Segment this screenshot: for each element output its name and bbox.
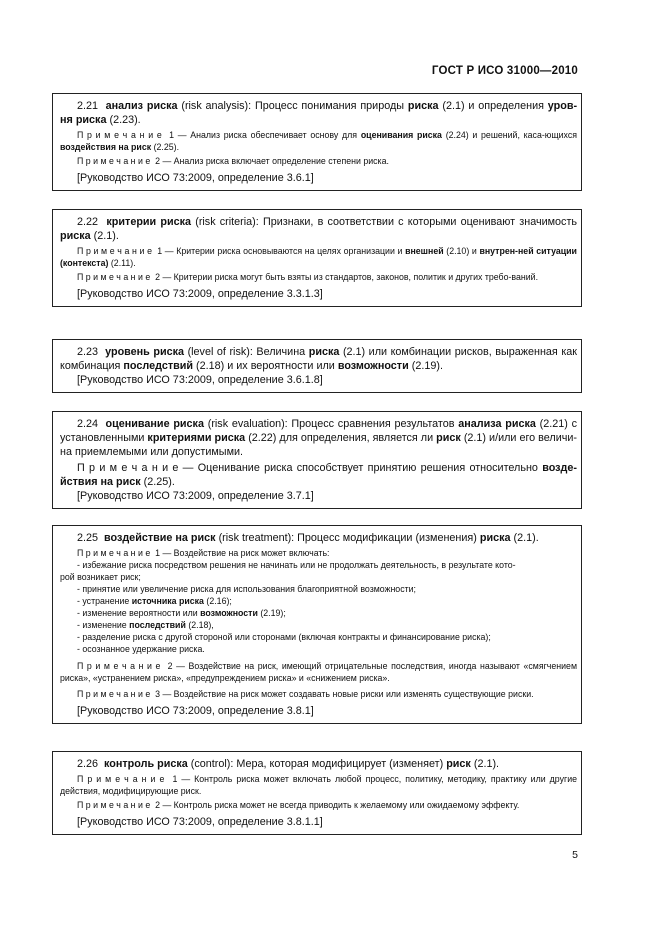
list-item: - изменение вероятности или возможности (2.19);: [77, 608, 286, 618]
reference: [Руководство ИСО 73:2009, определение 3.6.1.8]: [77, 374, 323, 386]
entry-2-26: [52, 751, 582, 835]
definition: 2.22 критерии риска (risk criteria): Признаки, в соответствии с которыми оценивают значимость риска (2.1).: [60, 216, 578, 242]
reference: [Руководство ИСО 73:2009, определение 3.6.1]: [77, 172, 314, 184]
note-2: П р и м е ч а н и е 2 — Контроль риска может не всегда приводить к желаемому или ожидаемому эффекту.: [77, 800, 520, 810]
definition: 2.23 уровень риска (level of risk): Величина риска (2.1) или комбинации рисков, выраженная как комбинация последствий (2.18) и их вероятности или возможности (2.19).: [60, 346, 578, 372]
term: анализ риска: [105, 100, 178, 112]
note-2: П р и м е ч а н и е 2 — Анализ риска включает определение степени риска.: [77, 156, 389, 166]
term: критерии риска: [106, 216, 192, 228]
list-item-continuation: рой возникает риск;: [60, 572, 141, 582]
entry-2-25: [52, 525, 582, 724]
note-1: П р и м е ч а н и е 1 — Критерии риска основываются на целях организации и внешней (2.10) и внутрен-ней ситуации (контекста) (2.11).: [60, 246, 577, 268]
reference: [Руководство ИСО 73:2009, определение 3.3.1.3]: [77, 288, 323, 300]
note-1: П р и м е ч а н и е 1 — Воздействие на риск может включать:: [77, 548, 330, 558]
reference: [Руководство ИСО 73:2009, определение 3.7.1]: [77, 490, 314, 502]
note: П р и м е ч а н и е — Оценивание риска способствует принятию решения относительно возде-йствия на риск (2.25).: [60, 462, 577, 488]
document-id: ГОСТ Р ИСО 31000—2010: [431, 65, 578, 77]
note-1: П р и м е ч а н и е 1 — Контроль риска может включать любой процесс, политику, методику, практику или другие действия, модифицирующие риск.: [60, 774, 577, 796]
note-2: П р и м е ч а н и е 2 — Критерии риска могут быть взяты из стандартов, законов, политик и других требо-ваний.: [77, 272, 539, 282]
definition: 2.24 оценивание риска (risk evaluation): Процесс сравнения результатов анализа риска (2.21) с установленными критериями риска (2.22) для определения, является ли риск (2.1) и/или его величи-на приемлемыми или допустимыми.: [60, 418, 578, 458]
list-item: - осознанное удержание риска.: [77, 644, 205, 654]
reference: [Руководство ИСО 73:2009, определение 3.8.1.1]: [77, 816, 323, 828]
entry-2-23: [52, 339, 582, 393]
definition: 2.25 воздействие на риск (risk treatment): Процесс модификации (изменения) риска (2.1).: [77, 532, 539, 544]
term: контроль риска: [104, 758, 188, 770]
definition: 2.21 анализ риска (risk analysis): Процесс понимания природы риска (2.1) и определения уров-ня риска (2.23).: [60, 100, 578, 126]
term: воздействие на риск: [104, 532, 216, 544]
term: оценивание риска: [105, 418, 204, 430]
page-number: 5: [572, 849, 578, 861]
note-3: П р и м е ч а н и е 3 — Воздействие на риск может создавать новые риски или изменять существующие риски.: [77, 689, 534, 699]
definition: 2.26 контроль риска (control): Мера, которая модифицирует (изменяет) риск (2.1).: [77, 758, 500, 770]
entry-2-21: [52, 93, 582, 191]
entry-2-24: [52, 411, 582, 509]
term: уровень риска: [105, 346, 185, 358]
list-item: - избежание риска посредством решения не начинать или не продолжать деятельность, в результате кото-: [77, 560, 516, 570]
reference: [Руководство ИСО 73:2009, определение 3.8.1]: [77, 705, 314, 717]
list-item: - принятие или увеличение риска для использования благоприятной возможности;: [77, 584, 416, 594]
list-item: - изменение последствий (2.18),: [77, 620, 214, 630]
list-item: - устранение источника риска (2.16);: [77, 596, 232, 606]
note-1: П р и м е ч а н и е 1 — Анализ риска обеспечивает основу для оценивания риска (2.24) и решений, каса-ющихся воздействия на риск (2.25).: [60, 130, 577, 152]
list-item: - разделение риска с другой стороной или сторонами (включая контракты и финансирование риска);: [77, 632, 491, 642]
note-2: П р и м е ч а н и е 2 — Воздействие на риск, имеющий отрицательные последствия, иногда называют «смягчением риска», «устранением риска», «предупреждением риска» и «снижением риска».: [60, 661, 577, 683]
entry-2-22: [52, 209, 582, 307]
